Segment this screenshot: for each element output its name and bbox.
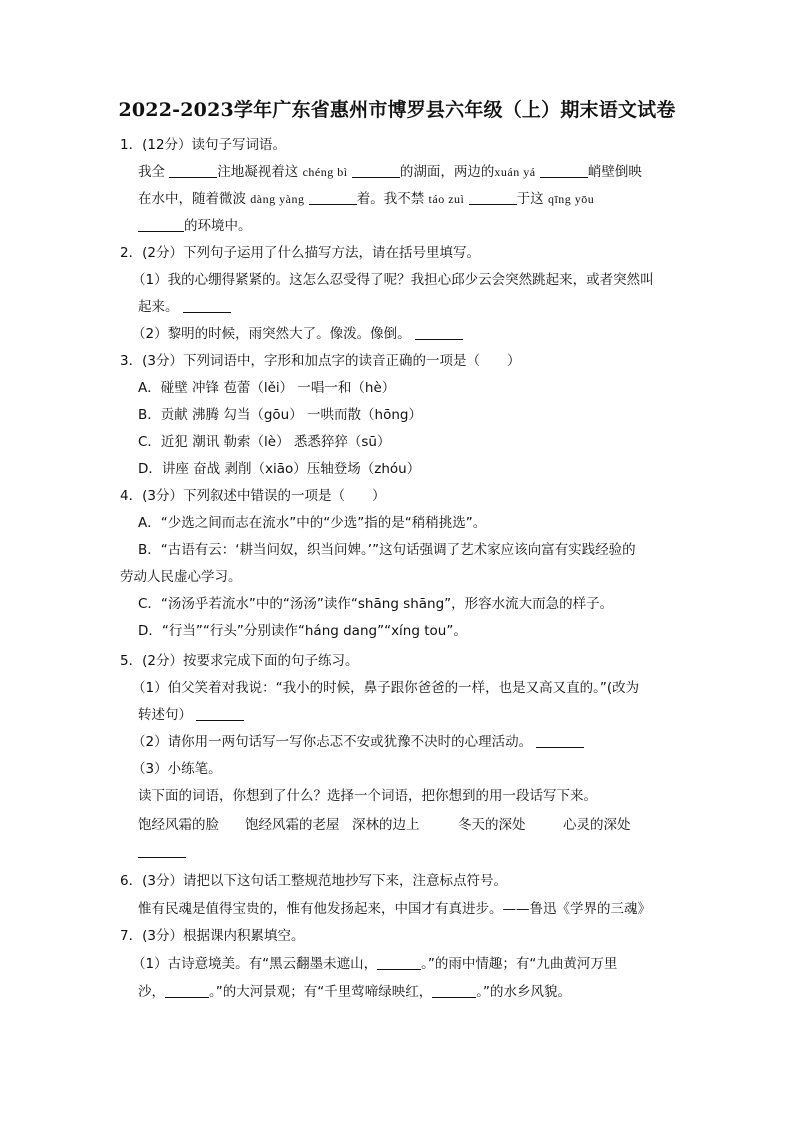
q4-option-b-cont: 劳动人民虚心学习。: [120, 569, 242, 585]
exam-title: 2022-2023学年广东省惠州市博罗县六年级（上）期末语文试卷: [118, 99, 676, 121]
q2-item-1: （1）我的心绷得紧紧的。这怎么忍受得了呢？我担心邱少云会突然跳起来，或者突然叫: [132, 272, 654, 288]
q3-option-b[interactable]: B．贡献 沸腾 勾当（gōu） 一哄而散（hōng）: [138, 407, 422, 423]
answer-blank[interactable]: [536, 733, 584, 748]
q7-text: 。”的水乡风貌。: [476, 984, 571, 1000]
answer-blank[interactable]: [540, 163, 588, 178]
q1-text: 着。我不禁: [356, 191, 425, 207]
q5-word-5: 心灵的深处: [563, 817, 631, 833]
q6-quote: 惟有民魂是值得宝贵的，惟有他发扬起来，中国才有真进步。——鲁迅《学界的三魂》: [138, 901, 651, 917]
q4-heading: 4．(3分）下列叙述中错误的一项是（ ）: [120, 488, 386, 504]
q2-item-1-text: 起来。: [138, 299, 179, 315]
q5-item-3: （3）小练笔。: [132, 761, 222, 777]
q5-item-2: [132, 733, 584, 751]
q1-heading: 1．(12分）读句子写词语。: [120, 137, 287, 153]
answer-blank[interactable]: [196, 706, 244, 721]
q5-word-2: 饱经风霜的老屋: [245, 817, 340, 833]
answer-blank[interactable]: [138, 217, 184, 232]
q5-item-1-cont: [138, 706, 244, 724]
answer-blank[interactable]: [309, 190, 357, 205]
q7-text: 沙，: [138, 984, 165, 1000]
q5-answer-line: [138, 843, 186, 861]
pinyin-hint: chéng bì: [302, 165, 348, 179]
answer-blank[interactable]: [415, 325, 463, 340]
answer-blank[interactable]: [377, 955, 421, 970]
answer-blank[interactable]: [169, 163, 217, 178]
q5-word-4: 冬天的深处: [458, 817, 526, 833]
q1-line-2: [138, 190, 594, 208]
q4-option-c[interactable]: C．“汤汤乎若流水”中的“汤汤”读作“shāng shāng”，形容水流大而急的样子。: [138, 596, 614, 612]
q1-line-1: [138, 163, 642, 181]
pinyin-hint: qīng yōu: [547, 192, 595, 206]
q5-item-2-text: （2）请你用一两句话写一写你忐忑不安或犹豫不决时的心理活动。: [132, 734, 533, 750]
q1-text: 我全: [138, 164, 165, 180]
q2-item-2-text: （2）黎明的时候，雨突然大了。像泼。像倒。: [132, 326, 411, 342]
q2-item-2: [132, 325, 463, 343]
q3-option-a[interactable]: A．碰壁 冲锋 苞蕾（lěi） 一唱一和（hè）: [138, 380, 396, 396]
q4-option-a[interactable]: A．“少选之间而志在流水”中的“少选”指的是“稍稍挑选”。: [138, 515, 487, 531]
q5-word-1: 饱经风霜的脸: [138, 817, 219, 833]
q5-instruction: 读下面的词语，你想到了什么？选择一个词语，把你想到的用一段话写下来。: [138, 788, 597, 804]
answer-blank[interactable]: [138, 843, 186, 858]
answer-blank[interactable]: [432, 983, 476, 998]
q4-option-b[interactable]: B．“古语有云：‘耕当问奴，织当问婢。’”这句话强调了艺术家应该向富有实践经验的: [138, 542, 636, 558]
q7-text: （1）古诗意境美。有“黑云翻墨未遮山，: [132, 956, 378, 972]
q5-word-3: 深林的边上: [352, 817, 420, 833]
q6-heading: 6．(3分）请把以下这句话工整规范地抄写下来，注意标点符号。: [120, 873, 507, 889]
q3-option-d[interactable]: D．讲座 奋战 剥削（xiāo）压轴登场（zhóu）: [138, 461, 421, 477]
pinyin-hint: dàng yàng: [250, 192, 305, 206]
q7-text: 。”的大河景观；有“千里莺啼绿映红，: [209, 984, 433, 1000]
q1-text: 在水中，随着微波: [138, 191, 246, 207]
answer-blank[interactable]: [165, 983, 209, 998]
q7-text: 。”的雨中情趣；有“九曲黄河万里: [421, 956, 618, 972]
q2-item-1-cont: [138, 298, 231, 316]
answer-blank[interactable]: [352, 163, 400, 178]
q2-heading: 2．(2分）下列句子运用了什么描写方法，请在括号里填写。: [120, 245, 480, 261]
answer-blank[interactable]: [469, 190, 517, 205]
q5-item-1-text: 转述句）: [138, 707, 192, 723]
q1-line-3: [138, 217, 252, 235]
pinyin-hint: táo zuì: [428, 192, 465, 206]
q7-item-1-cont: [138, 983, 571, 1001]
q5-item-1: （1）伯父笑着对我说：“我小的时候，鼻子跟你爸爸的一样，也是又高又直的。”(改为: [132, 680, 640, 696]
q5-heading: 5．(2分）按要求完成下面的句子练习。: [120, 653, 359, 669]
q3-option-c[interactable]: C．近犯 潮讯 勒索（lè） 悉悉猝猝（sū）: [138, 434, 391, 450]
q7-item-1: [132, 955, 617, 973]
q1-text: 峭壁倒映: [587, 164, 642, 180]
q1-text: 的湖面，两边的: [399, 164, 495, 180]
q3-heading: 3．(3分）下列词语中，字形和加点字的读音正确的一项是（ ）: [120, 353, 521, 369]
answer-blank[interactable]: [183, 298, 231, 313]
q1-text: 注地凝视着这: [217, 164, 299, 180]
pinyin-hint: xuán yá: [494, 165, 536, 179]
q4-option-d[interactable]: D．“行当”“行头”分别读作“háng dang”“xíng tou”。: [138, 623, 467, 639]
q1-text: 的环境中。: [184, 218, 252, 234]
q1-text: 于这: [516, 191, 544, 207]
q7-heading: 7．(3分）根据课内积累填空。: [120, 928, 305, 944]
